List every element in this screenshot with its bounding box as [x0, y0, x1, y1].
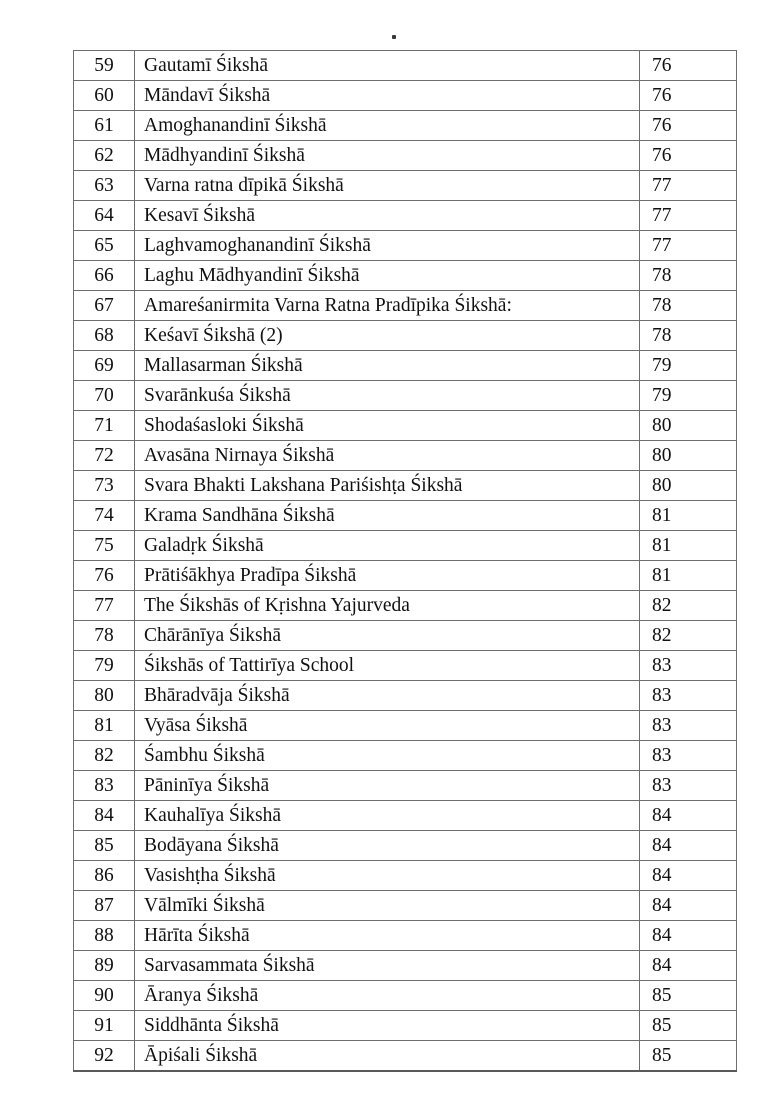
- table-row: [74, 561, 737, 591]
- scan-artifact-speck: [392, 35, 396, 39]
- table-row: [74, 621, 737, 651]
- row-page-number: 77: [640, 171, 737, 201]
- row-page-number: 80: [640, 441, 737, 471]
- row-title: Vālmīki Śikshā: [135, 891, 640, 921]
- row-page-number: 77: [640, 201, 737, 231]
- row-serial-number: 77: [74, 591, 135, 621]
- row-title: Śambhu Śikshā: [135, 741, 640, 771]
- table-row: [74, 51, 737, 81]
- row-page-number: 81: [640, 501, 737, 531]
- row-serial-number: 69: [74, 351, 135, 381]
- table-row: [74, 531, 737, 561]
- row-title: Kesavī Śikshā: [135, 201, 640, 231]
- row-page-number: 82: [640, 621, 737, 651]
- row-serial-number: 80: [74, 681, 135, 711]
- row-title: Prātiśākhya Pradīpa Śikshā: [135, 561, 640, 591]
- row-serial-number: 62: [74, 141, 135, 171]
- row-title: Pāninīya Śikshā: [135, 771, 640, 801]
- row-title: Vasishṭha Śikshā: [135, 861, 640, 891]
- row-page-number: 78: [640, 261, 737, 291]
- row-serial-number: 76: [74, 561, 135, 591]
- row-title: Hārīta Śikshā: [135, 921, 640, 951]
- table-row: [74, 321, 737, 351]
- table-body: [74, 51, 737, 1072]
- row-page-number: 83: [640, 711, 737, 741]
- row-serial-number: 72: [74, 441, 135, 471]
- row-serial-number: 59: [74, 51, 135, 81]
- row-serial-number: 84: [74, 801, 135, 831]
- table-row: [74, 441, 737, 471]
- row-title: Māndavī Śikshā: [135, 81, 640, 111]
- row-page-number: 84: [640, 831, 737, 861]
- row-title: Āpiśali Śikshā: [135, 1041, 640, 1072]
- row-page-number: 79: [640, 351, 737, 381]
- row-serial-number: 71: [74, 411, 135, 441]
- table-row: [74, 741, 737, 771]
- row-title: The Śikshās of Kṛishna Yajurveda: [135, 591, 640, 621]
- table-row: [74, 1041, 737, 1072]
- table-row: [74, 771, 737, 801]
- row-page-number: 85: [640, 981, 737, 1011]
- row-title: Śikshās of Tattirīya School: [135, 651, 640, 681]
- row-title: Laghvamoghanandinī Śikshā: [135, 231, 640, 261]
- row-page-number: 84: [640, 891, 737, 921]
- row-serial-number: 70: [74, 381, 135, 411]
- table-row: [74, 1011, 737, 1041]
- table-row: [74, 921, 737, 951]
- row-page-number: 76: [640, 141, 737, 171]
- row-serial-number: 79: [74, 651, 135, 681]
- row-serial-number: 64: [74, 201, 135, 231]
- table-row: [74, 411, 737, 441]
- table-row: [74, 681, 737, 711]
- row-page-number: 84: [640, 861, 737, 891]
- row-title: Āranya Śikshā: [135, 981, 640, 1011]
- table-row: [74, 711, 737, 741]
- row-serial-number: 61: [74, 111, 135, 141]
- row-serial-number: 90: [74, 981, 135, 1011]
- row-serial-number: 67: [74, 291, 135, 321]
- row-title: Shodaśasloki Śikshā: [135, 411, 640, 441]
- table-row: [74, 261, 737, 291]
- row-title: Krama Sandhāna Śikshā: [135, 501, 640, 531]
- row-title: Keśavī Śikshā (2): [135, 321, 640, 351]
- table-row: [74, 81, 737, 111]
- row-serial-number: 65: [74, 231, 135, 261]
- table-row: [74, 171, 737, 201]
- row-serial-number: 66: [74, 261, 135, 291]
- row-title: Galadṛk Śikshā: [135, 531, 640, 561]
- row-page-number: 83: [640, 651, 737, 681]
- table-row: [74, 831, 737, 861]
- row-title: Gautamī Śikshā: [135, 51, 640, 81]
- row-title: Bodāyana Śikshā: [135, 831, 640, 861]
- table-row: [74, 651, 737, 681]
- table-row: [74, 111, 737, 141]
- table-row: [74, 951, 737, 981]
- row-page-number: 77: [640, 231, 737, 261]
- row-serial-number: 78: [74, 621, 135, 651]
- row-title: Amoghanandinī Śikshā: [135, 111, 640, 141]
- row-page-number: 84: [640, 951, 737, 981]
- row-serial-number: 73: [74, 471, 135, 501]
- table-row: [74, 981, 737, 1011]
- row-page-number: 84: [640, 921, 737, 951]
- row-page-number: 85: [640, 1011, 737, 1041]
- row-title: Sarvasammata Śikshā: [135, 951, 640, 981]
- table-row: [74, 861, 737, 891]
- row-serial-number: 68: [74, 321, 135, 351]
- row-serial-number: 74: [74, 501, 135, 531]
- row-page-number: 79: [640, 381, 737, 411]
- table-row: [74, 351, 737, 381]
- row-page-number: 78: [640, 321, 737, 351]
- row-serial-number: 81: [74, 711, 135, 741]
- table-row: [74, 471, 737, 501]
- row-title: Mādhyandinī Śikshā: [135, 141, 640, 171]
- table-row: [74, 891, 737, 921]
- row-page-number: 80: [640, 411, 737, 441]
- row-serial-number: 83: [74, 771, 135, 801]
- row-page-number: 83: [640, 741, 737, 771]
- row-page-number: 82: [640, 591, 737, 621]
- table-row: [74, 501, 737, 531]
- row-serial-number: 85: [74, 831, 135, 861]
- table-of-contents: [73, 50, 737, 1072]
- table-row: [74, 591, 737, 621]
- row-serial-number: 82: [74, 741, 135, 771]
- row-title: Vyāsa Śikshā: [135, 711, 640, 741]
- row-title: Bhāradvāja Śikshā: [135, 681, 640, 711]
- table-row: [74, 231, 737, 261]
- row-serial-number: 86: [74, 861, 135, 891]
- row-title: Laghu Mādhyandinī Śikshā: [135, 261, 640, 291]
- row-page-number: 81: [640, 531, 737, 561]
- row-title: Avasāna Nirnaya Śikshā: [135, 441, 640, 471]
- row-serial-number: 91: [74, 1011, 135, 1041]
- row-page-number: 76: [640, 111, 737, 141]
- row-page-number: 76: [640, 51, 737, 81]
- row-serial-number: 60: [74, 81, 135, 111]
- row-title: Kauhalīya Śikshā: [135, 801, 640, 831]
- row-page-number: 81: [640, 561, 737, 591]
- row-serial-number: 88: [74, 921, 135, 951]
- row-serial-number: 87: [74, 891, 135, 921]
- row-title: Amareśanirmita Varna Ratna Pradīpika Śikshā:: [135, 291, 640, 321]
- row-title: Mallasarman Śikshā: [135, 351, 640, 381]
- row-title: Svarānkuśa Śikshā: [135, 381, 640, 411]
- row-page-number: 85: [640, 1041, 737, 1072]
- row-serial-number: 75: [74, 531, 135, 561]
- row-page-number: 80: [640, 471, 737, 501]
- row-page-number: 78: [640, 291, 737, 321]
- table-row: [74, 141, 737, 171]
- row-title: Siddhānta Śikshā: [135, 1011, 640, 1041]
- row-serial-number: 92: [74, 1041, 135, 1072]
- row-title: Chārānīya Śikshā: [135, 621, 640, 651]
- table-row: [74, 801, 737, 831]
- row-serial-number: 89: [74, 951, 135, 981]
- row-page-number: 76: [640, 81, 737, 111]
- row-serial-number: 63: [74, 171, 135, 201]
- row-page-number: 83: [640, 681, 737, 711]
- table-row: [74, 291, 737, 321]
- table-row: [74, 201, 737, 231]
- row-page-number: 83: [640, 771, 737, 801]
- row-title: Varna ratna dīpikā Śikshā: [135, 171, 640, 201]
- row-page-number: 84: [640, 801, 737, 831]
- row-title: Svara Bhakti Lakshana Pariśishṭa Śikshā: [135, 471, 640, 501]
- table-row: [74, 381, 737, 411]
